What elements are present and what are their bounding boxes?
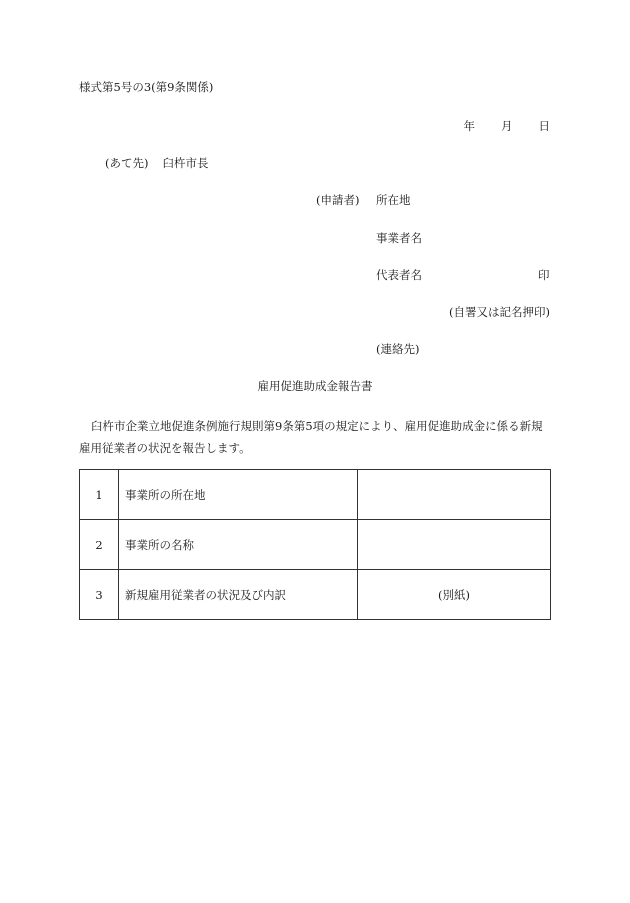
row-number: 1 bbox=[80, 470, 119, 520]
addressee-label: (あて先) bbox=[105, 156, 149, 170]
date-day-label: 日 bbox=[538, 119, 550, 133]
date-year-label: 年 bbox=[463, 119, 475, 133]
addressee-name: 臼杵市長 bbox=[162, 156, 209, 170]
row-item: 事業所の名称 bbox=[119, 520, 358, 570]
contact-label: (連絡先) bbox=[376, 342, 420, 356]
table-row bbox=[80, 470, 551, 520]
row-value bbox=[358, 470, 551, 520]
row-item: 事業所の所在地 bbox=[119, 470, 358, 520]
table-row bbox=[80, 520, 551, 570]
address-label: 所在地 bbox=[376, 193, 411, 207]
row-value bbox=[358, 520, 551, 570]
form-number: 様式第5号の3(第9条関係) bbox=[79, 80, 214, 94]
business-name-label: 事業者名 bbox=[376, 231, 422, 245]
row-value: (別紙) bbox=[358, 570, 551, 620]
document-title: 雇用促進助成金報告書 bbox=[257, 379, 373, 393]
signature-note: (自署又は記名押印) bbox=[449, 305, 550, 319]
applicant-label: (申請者) bbox=[316, 193, 360, 207]
seal-mark: 印 bbox=[538, 268, 550, 282]
body-text: 臼杵市企業立地促進条例施行規則第9条第5項の規定により、雇用促進助成金に係る新規雇用従業者の状況を報告します。 bbox=[79, 419, 543, 455]
row-number: 3 bbox=[80, 570, 119, 620]
date-line bbox=[464, 121, 551, 133]
date-month-label: 月 bbox=[501, 119, 513, 133]
representative-label: 代表者名 bbox=[376, 268, 422, 282]
addressee bbox=[105, 158, 208, 170]
row-item: 新規雇用従業者の状況及び内訳 bbox=[119, 570, 358, 620]
row-number: 2 bbox=[80, 520, 119, 570]
table-row bbox=[80, 570, 551, 620]
report-table bbox=[79, 469, 551, 620]
